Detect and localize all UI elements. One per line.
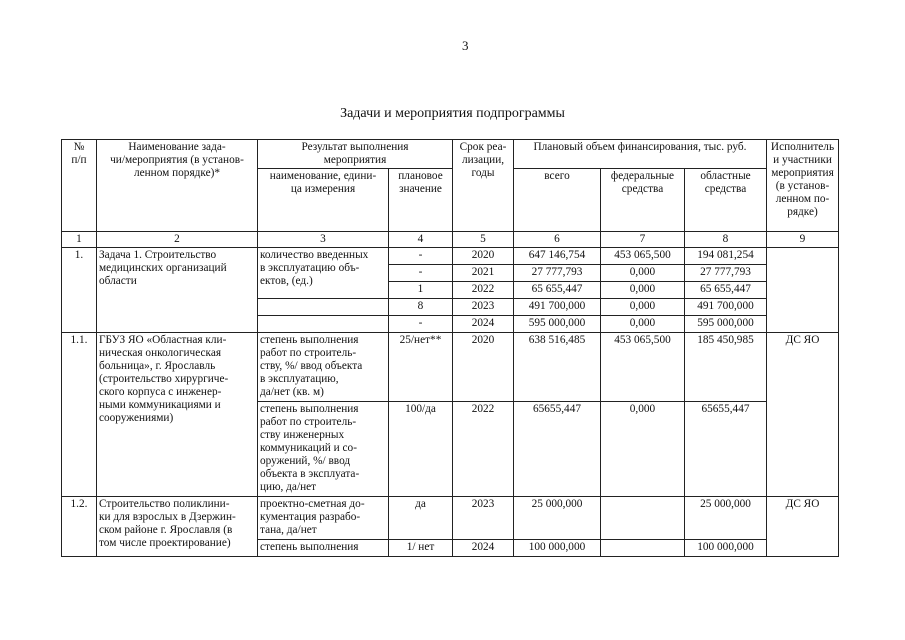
table-row (62, 248, 839, 265)
year: 2024 (453, 540, 514, 557)
plan-value: да (389, 497, 453, 540)
item-number: 1.1. (62, 333, 97, 497)
regional-amount: 25 000,000 (685, 497, 767, 540)
header-result-group: Результат выполнения мероприятия (258, 140, 453, 169)
table-row (62, 333, 839, 402)
table-row (62, 497, 839, 540)
header-regional: областные средства (685, 169, 767, 232)
plan-value: - (389, 248, 453, 265)
header-total: всего (514, 169, 601, 232)
document-title: Задачи и мероприятия подпрограммы (340, 106, 565, 121)
year: 2022 (453, 282, 514, 299)
year: 2020 (453, 248, 514, 265)
column-number: 1 (62, 232, 97, 248)
column-number: 7 (601, 232, 685, 248)
executor (767, 248, 839, 333)
total-amount: 25 000,000 (514, 497, 601, 540)
plan-value: - (389, 316, 453, 333)
federal-amount: 453 065,500 (601, 248, 685, 265)
total-amount: 65 655,447 (514, 282, 601, 299)
regional-amount: 491 700,000 (685, 299, 767, 316)
federal-amount (601, 497, 685, 540)
column-number: 9 (767, 232, 839, 248)
result-name-empty (258, 299, 389, 316)
tasks-table (61, 139, 839, 557)
federal-amount: 0,000 (601, 265, 685, 282)
executor: ДС ЯО (767, 333, 839, 497)
federal-amount: 0,000 (601, 402, 685, 497)
column-number: 8 (685, 232, 767, 248)
year: 2024 (453, 316, 514, 333)
year: 2023 (453, 299, 514, 316)
total-amount: 27 777,793 (514, 265, 601, 282)
header-federal: федеральные средства (601, 169, 685, 232)
federal-amount: 453 065,500 (601, 333, 685, 402)
header-task-name: Наименование зада- чи/мероприятия (в установ- ленном порядке)* (97, 140, 258, 232)
task-name: Задача 1. Строительство медицинских организаций области (97, 248, 258, 333)
plan-value: 25/нет** (389, 333, 453, 402)
item-name: Строительство поликлини- ки для взрослых в Дзержин- ском районе г. Ярославля (в том числе проектирование) (97, 497, 258, 557)
header-executor: Исполнитель и участники мероприятия (в установ- ленном по- рядке) (767, 140, 839, 232)
federal-amount: 0,000 (601, 282, 685, 299)
regional-amount: 65655,447 (685, 402, 767, 497)
total-amount: 65655,447 (514, 402, 601, 497)
regional-amount: 595 000,000 (685, 316, 767, 333)
year: 2020 (453, 333, 514, 402)
regional-amount: 185 450,985 (685, 333, 767, 402)
year: 2021 (453, 265, 514, 282)
total-amount: 647 146,754 (514, 248, 601, 265)
total-amount: 595 000,000 (514, 316, 601, 333)
plan-value: 1/ нет (389, 540, 453, 557)
header-financing-group: Плановый объем финансирования, тыс. руб. (514, 140, 767, 169)
total-amount: 100 000,000 (514, 540, 601, 557)
total-amount: 638 516,485 (514, 333, 601, 402)
column-number: 4 (389, 232, 453, 248)
header-number: № п/п (62, 140, 97, 232)
header-row-1 (62, 140, 839, 169)
regional-amount: 27 777,793 (685, 265, 767, 282)
federal-amount (601, 540, 685, 557)
result-name: количество введенных в эксплуатацию объ- ектов, (ед.) (258, 248, 389, 299)
result-name: степень выполнения работ по строитель- ству, %/ ввод объекта в эксплуатацию, да/нет (кв. м) (258, 333, 389, 402)
executor: ДС ЯО (767, 497, 839, 557)
header-result-name: наименование, едини- ца измерения (258, 169, 389, 232)
result-name: степень выполнения (258, 540, 389, 557)
federal-amount: 0,000 (601, 316, 685, 333)
header-period: Срок реа- лизации, годы (453, 140, 514, 232)
result-name-empty (258, 316, 389, 333)
regional-amount: 65 655,447 (685, 282, 767, 299)
column-number: 5 (453, 232, 514, 248)
page-number: 3 (462, 38, 469, 53)
plan-value: 1 (389, 282, 453, 299)
total-amount: 491 700,000 (514, 299, 601, 316)
plan-value: 8 (389, 299, 453, 316)
item-number: 1.2. (62, 497, 97, 557)
year: 2023 (453, 497, 514, 540)
header-result-plan: плановое значение (389, 169, 453, 232)
year: 2022 (453, 402, 514, 497)
task-number: 1. (62, 248, 97, 333)
column-number: 6 (514, 232, 601, 248)
federal-amount: 0,000 (601, 299, 685, 316)
regional-amount: 194 081,254 (685, 248, 767, 265)
regional-amount: 100 000,000 (685, 540, 767, 557)
item-name: ГБУЗ ЯО «Областная кли- ническая онкологическая больница», г. Ярославль (строительство хирургиче- ского корпуса с инженер- ными коммуникациями и сооружениями) (97, 333, 258, 497)
column-numbers-row (62, 232, 839, 248)
result-name: проектно-сметная до- кументация разрабо- тана, да/нет (258, 497, 389, 540)
plan-value: 100/да (389, 402, 453, 497)
result-name: степень выполнения работ по строитель- ству инженерных коммуникаций и со- оружений, %/ ввод объекта в эксплуата- цию, да/нет (258, 402, 389, 497)
column-number: 2 (97, 232, 258, 248)
column-number: 3 (258, 232, 389, 248)
plan-value: - (389, 265, 453, 282)
